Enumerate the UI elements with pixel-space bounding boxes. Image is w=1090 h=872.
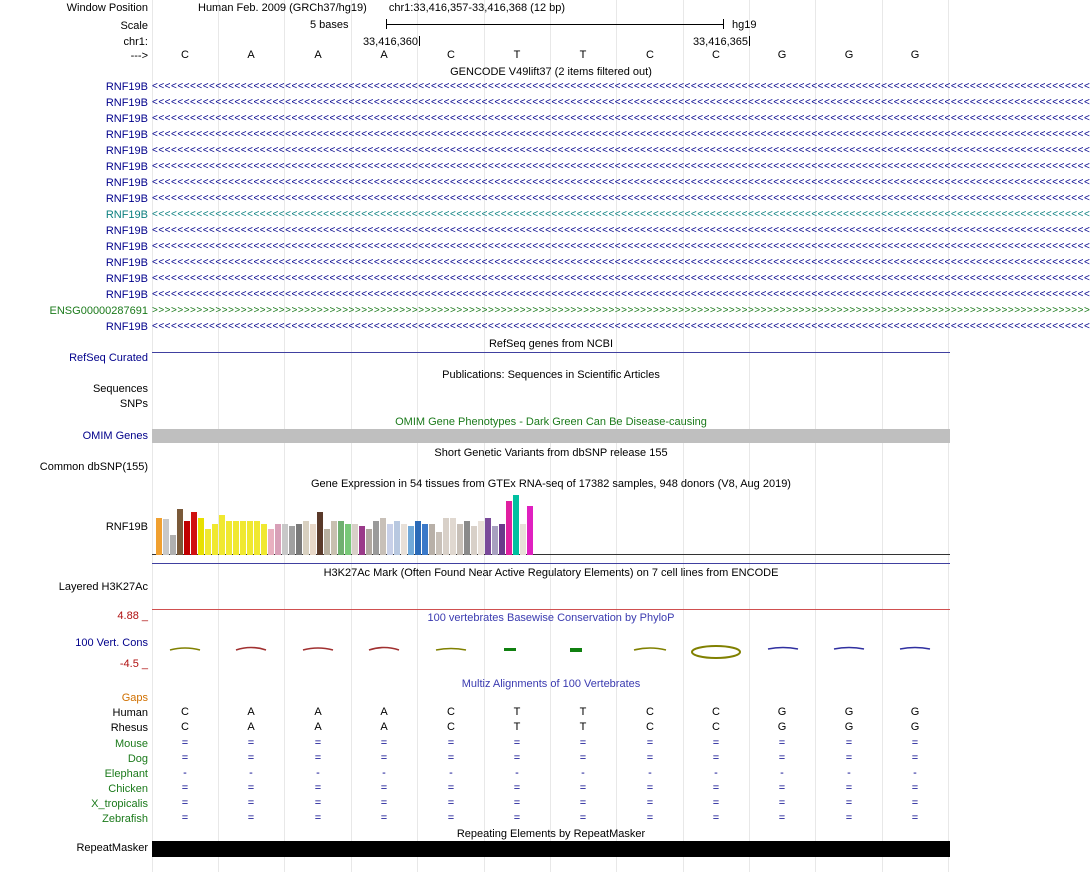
sequence-base: A	[314, 49, 322, 61]
aln-base: =	[247, 812, 255, 824]
gencode-row-feature[interactable]: <<<<<<<<<<<<<<<<<<<<<<<<<<<<<<<<<<<<<<<<<<<<<<<<<<<<<<<<<<<<<<<<<<<<<<<<<<<<<<<<<<<<<<<<<<<<<<<<<<<<<<<<<<<<<<<<<<<<<<<<<<<<<<<<<<<<<<<<<<<<<<<<<<<<	[152, 97, 1090, 108]
gencode-row-label[interactable]: RNF19B	[105, 225, 148, 237]
aln-base: C	[646, 706, 654, 718]
aln-base: =	[380, 737, 388, 749]
sequence-base: C	[712, 49, 720, 61]
aln-base: -	[780, 767, 784, 779]
aln-base: =	[845, 752, 853, 764]
gtex-bar	[415, 521, 421, 555]
dbsnp-title: Short Genetic Variants from dbSNP release 155	[434, 447, 668, 459]
aln-base: =	[845, 812, 853, 824]
ruler-label-2: 33,416,365	[692, 36, 748, 48]
aln-base: =	[845, 782, 853, 794]
repeatmasker-feature-band[interactable]	[152, 841, 950, 857]
aln-base: G	[777, 721, 787, 733]
gtex-bar	[268, 529, 274, 555]
gtex-title: Gene Expression in 54 tissues from GTEx RNA-seq of 17382 samples, 948 donors (V8, Aug 2019)	[311, 478, 791, 490]
gtex-bar	[380, 518, 386, 555]
assembly-title	[152, 2, 950, 14]
aln-base: -	[249, 767, 253, 779]
aln-base: =	[247, 752, 255, 764]
gtex-bar	[240, 521, 246, 555]
sequence-base: T	[513, 49, 521, 61]
gtex-bar	[387, 524, 393, 555]
scale-text: 5 bases	[310, 19, 349, 31]
gtex-bar	[422, 524, 428, 555]
gtex-bar	[156, 518, 162, 555]
aln-base: -	[449, 767, 453, 779]
gaps-label[interactable]: Gaps	[121, 692, 148, 704]
gencode-row-feature[interactable]: <<<<<<<<<<<<<<<<<<<<<<<<<<<<<<<<<<<<<<<<<<<<<<<<<<<<<<<<<<<<<<<<<<<<<<<<<<<<<<<<<<<<<<<<<<<<<<<<<<<<<<<<<<<<<<<<<<<<<<<<<<<<<<<<<<<<<<<<<<<<<<<<<<<<	[152, 113, 1090, 124]
aln-base: C	[181, 706, 189, 718]
gtex-bar	[478, 521, 484, 555]
scale-label: Scale	[120, 20, 148, 32]
aln-base: =	[911, 797, 919, 809]
gtex-bar	[205, 529, 211, 555]
aln-base: =	[513, 782, 521, 794]
sequence-base: A	[380, 49, 388, 61]
gtex-bar	[401, 524, 407, 555]
ruler-label-1: 33,416,360	[362, 36, 418, 48]
gtex-bar	[485, 518, 491, 555]
refseq-title: RefSeq genes from NCBI	[488, 338, 614, 350]
aln-base: =	[314, 737, 322, 749]
multiz-title: Multiz Alignments of 100 Vertebrates	[461, 678, 641, 690]
sequence-base: A	[247, 49, 255, 61]
snps-label[interactable]: SNPs	[119, 398, 148, 410]
gtex-bar	[366, 529, 372, 555]
gtex-bar-chart[interactable]	[152, 495, 950, 555]
gtex-bar	[527, 506, 533, 555]
gtex-bar	[436, 532, 442, 555]
aln-base: =	[314, 752, 322, 764]
gtex-bar	[177, 509, 183, 555]
aln-base: =	[911, 812, 919, 824]
dbsnp-label[interactable]: Common dbSNP(155)	[39, 461, 148, 473]
aln-base: -	[515, 767, 519, 779]
species-label-zebrafish[interactable]: Zebrafish	[102, 813, 148, 825]
gtex-bar	[254, 521, 260, 555]
alignment-row-human	[152, 707, 950, 719]
refseq-label[interactable]: RefSeq Curated	[69, 352, 148, 364]
aln-base: -	[382, 767, 386, 779]
gencode-row-label[interactable]: RNF19B	[105, 177, 148, 189]
aln-base: =	[778, 812, 786, 824]
omim-label[interactable]: OMIM Genes	[82, 430, 148, 442]
gencode-row-label[interactable]: RNF19B	[105, 273, 148, 285]
species-label-dog[interactable]: Dog	[127, 753, 148, 765]
aln-base: A	[314, 721, 322, 733]
gtex-bar	[282, 524, 288, 555]
alignment-row-chicken	[152, 783, 950, 795]
gtex-bar	[275, 524, 281, 555]
aln-base: =	[712, 752, 720, 764]
sequence-base: C	[181, 49, 189, 61]
gencode-row-label[interactable]: RNF19B	[105, 321, 148, 333]
gencode-title: GENCODE V49lift37 (2 items filtered out)	[450, 66, 652, 78]
gencode-row-label[interactable]: RNF19B	[105, 129, 148, 141]
gtex-bar	[310, 524, 316, 555]
aln-base: -	[183, 767, 187, 779]
aln-base: =	[314, 797, 322, 809]
aln-base: T	[579, 721, 587, 733]
aln-base: =	[778, 782, 786, 794]
gtex-bar	[471, 526, 477, 555]
sequence-base: C	[447, 49, 455, 61]
gtex-bar	[184, 521, 190, 555]
aln-base: =	[778, 737, 786, 749]
gtex-bar	[338, 521, 344, 555]
gencode-row-label[interactable]: RNF19B	[105, 241, 148, 253]
aln-base: C	[712, 721, 720, 733]
aln-base: =	[646, 797, 654, 809]
gencode-row-feature[interactable]: >>>>>>>>>>>>>>>>>>>>>>>>>>>>>>>>>>>>>>>>>>>>>>>>>>>>>>>>>>>>>>>>>>>>>>>>>>>>>>>>>>>>>>>>>>>>>>>>>>>>>>>>>>>>>>>>>>>>>>>>>>>>>>>>>>>>>>>>>>>>>>>>>>>>	[152, 305, 1090, 316]
aln-base: =	[579, 812, 587, 824]
aln-base: =	[778, 797, 786, 809]
aln-base: =	[447, 797, 455, 809]
aln-base: -	[648, 767, 652, 779]
aln-base: C	[712, 706, 720, 718]
gencode-row-feature[interactable]: <<<<<<<<<<<<<<<<<<<<<<<<<<<<<<<<<<<<<<<<<<<<<<<<<<<<<<<<<<<<<<<<<<<<<<<<<<<<<<<<<<<<<<<<<<<<<<<<<<<<<<<<<<<<<<<<<<<<<<<<<<<<<<<<<<<<<<<<<<<<<<<<<<<<	[152, 145, 1090, 156]
assembly-short: hg19	[732, 19, 757, 31]
aln-base: =	[911, 782, 919, 794]
gtex-bar	[513, 495, 519, 555]
aln-base: =	[314, 782, 322, 794]
h3k27ac-label[interactable]: Layered H3K27Ac	[58, 581, 148, 593]
aln-base: =	[247, 797, 255, 809]
gtex-bar	[247, 521, 253, 555]
gencode-row-feature[interactable]: <<<<<<<<<<<<<<<<<<<<<<<<<<<<<<<<<<<<<<<<<<<<<<<<<<<<<<<<<<<<<<<<<<<<<<<<<<<<<<<<<<<<<<<<<<<<<<<<<<<<<<<<<<<<<<<<<<<<<<<<<<<<<<<<<<<<<<<<<<<<<<<<<<<<	[152, 193, 1090, 204]
aln-base: A	[247, 721, 255, 733]
aln-base: =	[513, 737, 521, 749]
aln-base: =	[181, 752, 189, 764]
aln-base: =	[380, 797, 388, 809]
gtex-bar	[352, 524, 358, 555]
aln-base: A	[380, 721, 388, 733]
aln-base: -	[714, 767, 718, 779]
gtex-bar	[520, 524, 526, 555]
alignment-row-zebrafish	[152, 813, 950, 825]
sequence-base: G	[777, 49, 787, 61]
aln-base: =	[646, 782, 654, 794]
gtex-bar	[303, 521, 309, 555]
aln-base: =	[181, 812, 189, 824]
aln-base: =	[646, 737, 654, 749]
gtex-bar	[296, 524, 302, 555]
gtex-bar	[233, 521, 239, 555]
sequence-base: T	[579, 49, 587, 61]
h3k27ac-baseline	[152, 563, 950, 564]
aln-base: =	[380, 782, 388, 794]
gencode-row-feature[interactable]: <<<<<<<<<<<<<<<<<<<<<<<<<<<<<<<<<<<<<<<<<<<<<<<<<<<<<<<<<<<<<<<<<<<<<<<<<<<<<<<<<<<<<<<<<<<<<<<<<<<<<<<<<<<<<<<<<<<<<<<<<<<<<<<<<<<<<<<<<<<<<<<<<<<<	[152, 161, 1090, 172]
gtex-bar	[359, 526, 365, 555]
repeatmasker-title: Repeating Elements by RepeatMasker	[456, 828, 646, 840]
gtex-bar	[394, 521, 400, 555]
conservation-label[interactable]: 100 Vert. Cons	[75, 637, 148, 649]
gtex-bar	[331, 521, 337, 555]
gtex-bar	[443, 518, 449, 555]
aln-base: C	[646, 721, 654, 733]
assembly-name: Human Feb. 2009 (GRCh37/hg19)	[198, 2, 367, 14]
aln-base: A	[380, 706, 388, 718]
aln-base: =	[447, 752, 455, 764]
gtex-bar	[226, 521, 232, 555]
gtex-bar	[506, 501, 512, 555]
aln-base: =	[911, 752, 919, 764]
aln-base: -	[847, 767, 851, 779]
gencode-row-feature[interactable]: <<<<<<<<<<<<<<<<<<<<<<<<<<<<<<<<<<<<<<<<<<<<<<<<<<<<<<<<<<<<<<<<<<<<<<<<<<<<<<<<<<<<<<<<<<<<<<<<<<<<<<<<<<<<<<<<<<<<<<<<<<<<<<<<<<<<<<<<<<<<<<<<<<<<	[152, 257, 1090, 268]
gencode-row-label[interactable]: ENSG00000287691	[49, 305, 148, 317]
aln-base: =	[181, 737, 189, 749]
alignment-row-x-tropicalis	[152, 798, 950, 810]
sequence-base: C	[646, 49, 654, 61]
gtex-bar	[373, 521, 379, 555]
window-position-label: Window Position	[66, 2, 148, 14]
gtex-bar	[408, 526, 414, 555]
aln-base: =	[513, 752, 521, 764]
aln-base: -	[581, 767, 585, 779]
sequences-label[interactable]: Sequences	[92, 383, 148, 395]
gtex-bar	[492, 526, 498, 555]
aln-base: =	[247, 782, 255, 794]
gencode-row-feature[interactable]: <<<<<<<<<<<<<<<<<<<<<<<<<<<<<<<<<<<<<<<<<<<<<<<<<<<<<<<<<<<<<<<<<<<<<<<<<<<<<<<<<<<<<<<<<<<<<<<<<<<<<<<<<<<<<<<<<<<<<<<<<<<<<<<<<<<<<<<<<<<<<<<<<<<<	[152, 177, 1090, 188]
aln-base: =	[712, 782, 720, 794]
aln-base: =	[380, 812, 388, 824]
sequence-base: G	[910, 49, 920, 61]
aln-base: G	[844, 706, 854, 718]
aln-base: T	[513, 721, 521, 733]
gtex-bar	[345, 524, 351, 555]
aln-base: =	[911, 737, 919, 749]
alignment-row-rhesus	[152, 722, 950, 734]
gtex-bar	[499, 524, 505, 555]
species-label-rhesus[interactable]: Rhesus	[110, 722, 148, 734]
aln-base: A	[247, 706, 255, 718]
chrom-label: chr1:	[123, 36, 148, 48]
species-label-elephant[interactable]: Elephant	[104, 768, 148, 780]
aln-base: =	[513, 797, 521, 809]
aln-base: -	[913, 767, 917, 779]
species-label-mouse[interactable]: Mouse	[114, 738, 148, 750]
aln-base: =	[579, 782, 587, 794]
aln-base: T	[579, 706, 587, 718]
gtex-bar	[429, 524, 435, 555]
gtex-bar	[198, 518, 204, 555]
scale-bar	[386, 19, 724, 29]
alignment-row-mouse	[152, 738, 950, 750]
aln-base: =	[447, 737, 455, 749]
conservation-title: 100 vertebrates Basewise Conservation by PhyloP	[427, 612, 675, 624]
aln-base: =	[447, 782, 455, 794]
ruler-tick	[749, 36, 750, 46]
strand-label: --->	[130, 50, 148, 62]
aln-base: =	[845, 797, 853, 809]
sequence-base: G	[844, 49, 854, 61]
aln-base: =	[646, 752, 654, 764]
ruler-tick	[419, 36, 420, 46]
gencode-row-feature[interactable]: <<<<<<<<<<<<<<<<<<<<<<<<<<<<<<<<<<<<<<<<<<<<<<<<<<<<<<<<<<<<<<<<<<<<<<<<<<<<<<<<<<<<<<<<<<<<<<<<<<<<<<<<<<<<<<<<<<<<<<<<<<<<<<<<<<<<<<<<<<<<<<<<<<<<	[152, 289, 1090, 300]
refseq-baseline	[152, 352, 950, 353]
gencode-row-feature[interactable]: <<<<<<<<<<<<<<<<<<<<<<<<<<<<<<<<<<<<<<<<<<<<<<<<<<<<<<<<<<<<<<<<<<<<<<<<<<<<<<<<<<<<<<<<<<<<<<<<<<<<<<<<<<<<<<<<<<<<<<<<<<<<<<<<<<<<<<<<<<<<<<<<<<<<	[152, 209, 1090, 220]
conservation-max-label: 4.88 _	[117, 610, 148, 622]
aln-base: G	[777, 706, 787, 718]
publications-title: Publications: Sequences in Scientific Articles	[442, 369, 660, 381]
aln-base: T	[513, 706, 521, 718]
aln-base: =	[314, 812, 322, 824]
aln-base: =	[579, 752, 587, 764]
gtex-bar	[464, 521, 470, 555]
gencode-row-label[interactable]: RNF19B	[105, 81, 148, 93]
aln-base: C	[447, 721, 455, 733]
repeatmasker-label[interactable]: RepeatMasker	[76, 842, 148, 854]
species-label-x-tropicalis[interactable]: X_tropicalis	[91, 798, 148, 810]
aln-base: =	[447, 812, 455, 824]
gencode-row-label[interactable]: RNF19B	[105, 161, 148, 173]
aln-base: =	[712, 812, 720, 824]
gtex-bar	[324, 529, 330, 555]
gtex-bar	[219, 515, 225, 555]
sequence-row	[152, 49, 950, 61]
conservation-min-label: -4.5 _	[119, 658, 148, 670]
aln-base: =	[845, 737, 853, 749]
gtex-bar	[450, 518, 456, 555]
aln-base: =	[181, 797, 189, 809]
species-label-chicken[interactable]: Chicken	[108, 783, 148, 795]
gtex-label[interactable]: RNF19B	[105, 521, 148, 533]
aln-base: G	[844, 721, 854, 733]
omim-feature-band[interactable]	[152, 429, 950, 443]
aln-base: -	[316, 767, 320, 779]
gencode-row-feature[interactable]: <<<<<<<<<<<<<<<<<<<<<<<<<<<<<<<<<<<<<<<<<<<<<<<<<<<<<<<<<<<<<<<<<<<<<<<<<<<<<<<<<<<<<<<<<<<<<<<<<<<<<<<<<<<<<<<<<<<<<<<<<<<<<<<<<<<<<<<<<<<<<<<<<<<<	[152, 225, 1090, 236]
aln-base: =	[712, 737, 720, 749]
aln-base: =	[513, 812, 521, 824]
gtex-bar	[212, 524, 218, 555]
gencode-row-label[interactable]: RNF19B	[105, 145, 148, 157]
species-label-human[interactable]: Human	[112, 707, 148, 719]
gencode-row-feature[interactable]: <<<<<<<<<<<<<<<<<<<<<<<<<<<<<<<<<<<<<<<<<<<<<<<<<<<<<<<<<<<<<<<<<<<<<<<<<<<<<<<<<<<<<<<<<<<<<<<<<<<<<<<<<<<<<<<<<<<<<<<<<<<<<<<<<<<<<<<<<<<<<<<<<<<<	[152, 241, 1090, 252]
gtex-bar	[317, 512, 323, 555]
aln-base: G	[910, 721, 920, 733]
phylop-wiggle	[152, 628, 950, 670]
aln-base: =	[778, 752, 786, 764]
gencode-row-label[interactable]: RNF19B	[105, 193, 148, 205]
gtex-bar	[170, 535, 176, 555]
aln-base: =	[380, 752, 388, 764]
gencode-row-label[interactable]: RNF19B	[105, 209, 148, 221]
alignment-row-dog	[152, 753, 950, 765]
aln-base: G	[910, 706, 920, 718]
aln-base: A	[314, 706, 322, 718]
aln-base: =	[181, 782, 189, 794]
gencode-row-feature[interactable]: <<<<<<<<<<<<<<<<<<<<<<<<<<<<<<<<<<<<<<<<<<<<<<<<<<<<<<<<<<<<<<<<<<<<<<<<<<<<<<<<<<<<<<<<<<<<<<<<<<<<<<<<<<<<<<<<<<<<<<<<<<<<<<<<<<<<<<<<<<<<<<<<<<<<	[152, 273, 1090, 284]
aln-base: =	[247, 737, 255, 749]
h3k27ac-title: H3K27Ac Mark (Often Found Near Active Regulatory Elements) on 7 cell lines from ENCODE	[323, 567, 779, 579]
gencode-row-label[interactable]: RNF19B	[105, 97, 148, 109]
gtex-bar	[261, 524, 267, 555]
alignment-row-elephant	[152, 768, 950, 780]
conservation-top-rule	[152, 609, 950, 610]
conservation-plot[interactable]	[152, 628, 950, 670]
aln-base: C	[447, 706, 455, 718]
position-range: chr1:33,416,357-33,416,368 (12 bp)	[388, 2, 566, 14]
gtex-bar	[457, 524, 463, 555]
gencode-row-feature[interactable]: <<<<<<<<<<<<<<<<<<<<<<<<<<<<<<<<<<<<<<<<<<<<<<<<<<<<<<<<<<<<<<<<<<<<<<<<<<<<<<<<<<<<<<<<<<<<<<<<<<<<<<<<<<<<<<<<<<<<<<<<<<<<<<<<<<<<<<<<<<<<<<<<<<<<	[152, 129, 1090, 140]
gencode-row-feature[interactable]: <<<<<<<<<<<<<<<<<<<<<<<<<<<<<<<<<<<<<<<<<<<<<<<<<<<<<<<<<<<<<<<<<<<<<<<<<<<<<<<<<<<<<<<<<<<<<<<<<<<<<<<<<<<<<<<<<<<<<<<<<<<<<<<<<<<<<<<<<<<<<<<<<<<<	[152, 81, 1090, 92]
aln-base: =	[646, 812, 654, 824]
aln-base: =	[712, 797, 720, 809]
gencode-row-label[interactable]: RNF19B	[105, 113, 148, 125]
gencode-row-feature[interactable]: <<<<<<<<<<<<<<<<<<<<<<<<<<<<<<<<<<<<<<<<<<<<<<<<<<<<<<<<<<<<<<<<<<<<<<<<<<<<<<<<<<<<<<<<<<<<<<<<<<<<<<<<<<<<<<<<<<<<<<<<<<<<<<<<<<<<<<<<<<<<<<<<<<<<	[152, 321, 1090, 332]
aln-base: =	[579, 737, 587, 749]
gtex-bar	[191, 512, 197, 555]
gencode-row-label[interactable]: RNF19B	[105, 257, 148, 269]
gtex-bar	[163, 519, 169, 555]
aln-base: C	[181, 721, 189, 733]
aln-base: =	[579, 797, 587, 809]
gencode-row-label[interactable]: RNF19B	[105, 289, 148, 301]
omim-title: OMIM Gene Phenotypes - Dark Green Can Be Disease-causing	[395, 416, 707, 428]
gtex-bar	[289, 526, 295, 555]
